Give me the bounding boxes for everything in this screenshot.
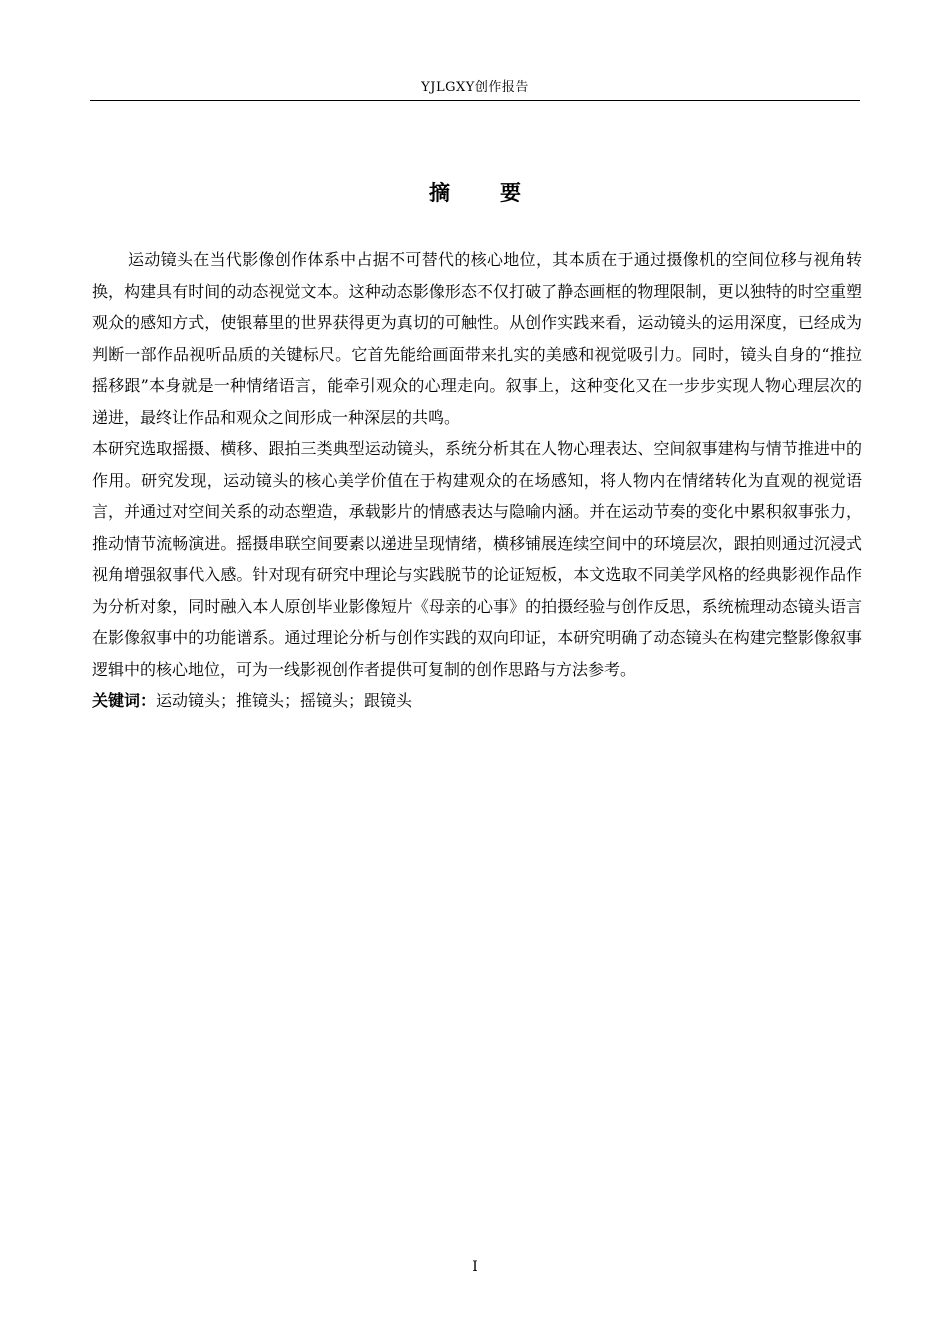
page-header: YJLGXY创作报告 bbox=[90, 78, 860, 101]
keywords-line bbox=[92, 685, 862, 717]
keywords-value: 运动镜头；推镜头；摇镜头；跟镜头 bbox=[156, 691, 413, 710]
abstract-title: 摘要 bbox=[429, 181, 571, 205]
abstract-body bbox=[92, 244, 862, 717]
abstract-paragraph-1: 运动镜头在当代影像创作体系中占据不可替代的核心地位，其本质在于通过摄像机的空间位移与视角转换，构建具有时间的动态视觉文本。这种动态影像形态不仅打破了静态画框的物理限制，更以独特的时空重塑观众的感知方式，使银幕里的世界获得更为真切的可触性。从创作实践来看，运动镜头的运用深度，已经成为判断一部作品视听品质的关键标尺。它首先能给画面带来扎实的美感和视觉吸引力。同时，镜头自身的“推拉摇移跟”本身就是一种情绪语言，能牵引观众的心理走向。叙事上，这种变化又在一步步实现人物心理层次的递进，最终让作品和观众之间形成一种深层的共鸣。 bbox=[92, 250, 862, 427]
keywords-label: 关键词： bbox=[92, 691, 157, 710]
page-number: I bbox=[472, 1259, 478, 1275]
abstract-paragraph-2: 本研究选取摇摄、横移、跟拍三类典型运动镜头，系统分析其在人物心理表达、空间叙事建构与情节推进中的作用。研究发现，运动镜头的核心美学价值在于构建观众的在场感知，将人物内在情绪转化为直观的视觉语言，并通过对空间关系的动态塑造，承载影片的情感表达与隐喻内涵。并在运动节奏的变化中累积叙事张力，推动情节流畅演进。摇摄串联空间要素以递进呈现情绪，横移铺展连续空间中的环境层次，跟拍则通过沉浸式视角增强叙事代入感。针对现有研究中理论与实践脱节的论证短板，本文选取不同美学风格的经典影视作品作为分析对象，同时融入本人原创毕业影像短片《母亲的心事》的拍摄经验与创作反思，系统梳理动态镜头语言在影像叙事中的功能谱系。通过理论分析与创作实践的双向印证，本研究明确了动态镜头在构建完整影像叙事逻辑中的核心地位，可为一线影视创作者提供可复制的创作思路与方法参考。 bbox=[92, 439, 862, 679]
